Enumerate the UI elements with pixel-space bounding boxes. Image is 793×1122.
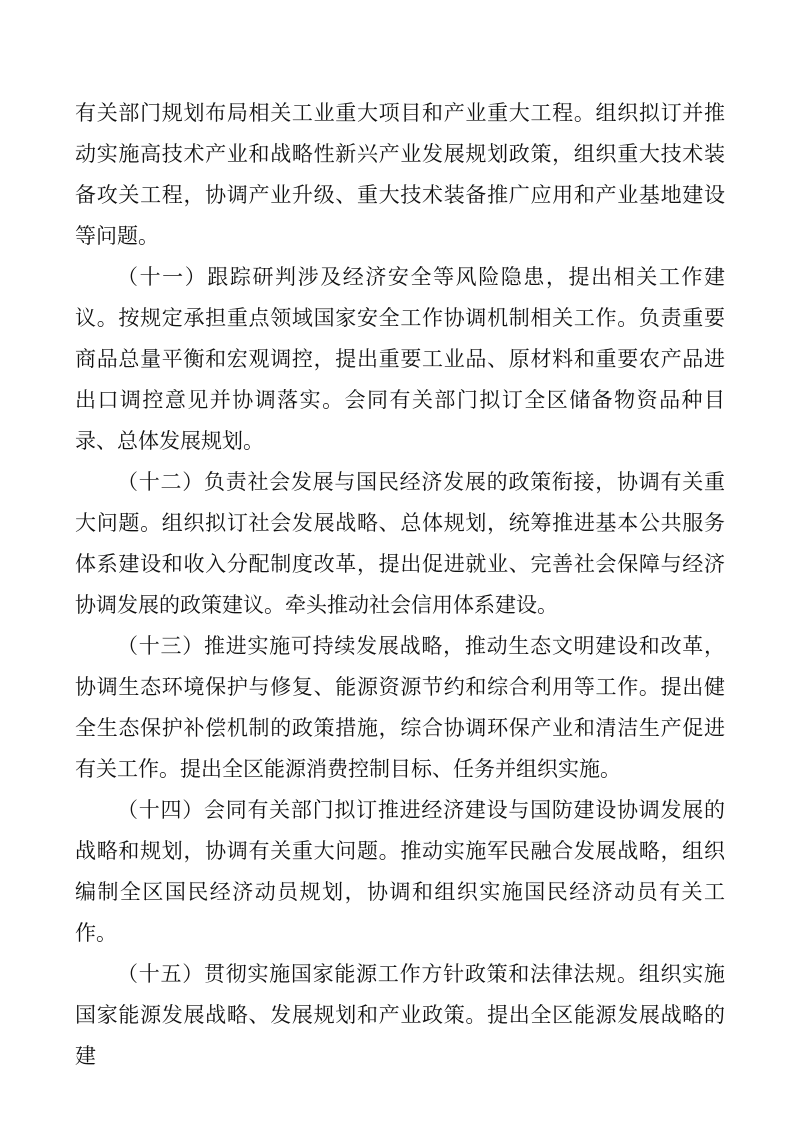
paragraph-continuation: 有关部门规划布局相关工业重大项目和产业重大工程。组织拟订并推动实施高技术产业和战略性新兴产业发展规划政策，组织重大技术装备攻关工程，协调产业升级、重大技术装备推广应用和产业基地建设等问题。: [75, 101, 725, 248]
paragraph-item-14: （十四）会同有关部门拟订推进经济建设与国防建设协调发展的战略和规划，协调有关重大问题。推动实施军民融合发展战略，组织编制全区国民经济动员规划，协调和组织实施国民经济动员有关工作。: [75, 798, 725, 945]
paragraph-item-11: （十一）跟踪研判涉及经济安全等风险隐患，提出相关工作建议。按规定承担重点领域国家安全工作协调机制相关工作。负责重要商品总量平衡和宏观调控，提出重要工业品、原材料和重要农产品进出口调控意见并协调落实。会同有关部门拟订全区储备物资品种目录、总体发展规划。: [75, 265, 725, 453]
paragraph-item-13: （十三）推进实施可持续发展战略，推动生态文明建设和改革，协调生态环境保护与修复、能源资源节约和综合利用等工作。提出健全生态保护补偿机制的政策措施，综合协调环保产业和清洁生产促进有关工作。提出全区能源消费控制目标、任务并组织实施。: [75, 634, 725, 781]
document-page: [75, 93, 725, 1077]
paragraph-item-12: （十二）负责社会发展与国民经济发展的政策衔接，协调有关重大问题。组织拟订社会发展战略、总体规划，统筹推进基本公共服务体系建设和收入分配制度改革，提出促进就业、完善社会保障与经济协调发展的政策建议。牵头推动社会信用体系建设。: [75, 470, 725, 617]
paragraph-item-15: （十五）贯彻实施国家能源工作方针政策和法律法规。组织实施国家能源发展战略、发展规划和产业政策。提出全区能源发展战略的建: [75, 962, 725, 1068]
